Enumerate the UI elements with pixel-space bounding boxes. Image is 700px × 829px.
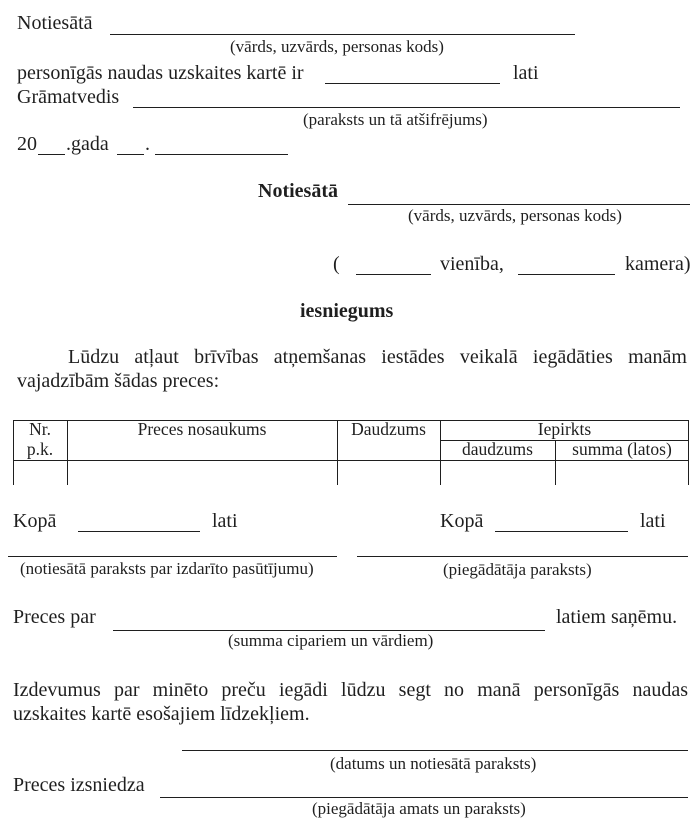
applicant-caption: (vārds, uzvārds, personas kods) bbox=[408, 206, 622, 225]
date-month-blank bbox=[155, 154, 288, 155]
total-unit-right: lati bbox=[640, 510, 666, 532]
balance-unit: lati bbox=[513, 62, 539, 84]
applicant-label: Notiesātā bbox=[258, 180, 338, 202]
convict-signature-line bbox=[8, 556, 337, 557]
date-year-prefix: 20 bbox=[17, 133, 37, 155]
expense-paragraph-line-2: uzskaites kartē esošajiem līdzekļiem. bbox=[13, 703, 310, 725]
convict-caption: (vārds, uzvārds, personas kods) bbox=[230, 37, 444, 56]
date-signature-caption: (datums un notiesātā paraksts) bbox=[330, 754, 537, 773]
unit-number-blank bbox=[356, 274, 431, 275]
issued-signature-blank bbox=[160, 797, 688, 798]
total-amount-left-blank bbox=[78, 531, 200, 532]
date-day-blank bbox=[117, 154, 144, 155]
convict-signature-caption: (notiesātā paraksts par izdarīto pasūtījumu) bbox=[20, 559, 314, 578]
convict-name-blank bbox=[110, 34, 575, 35]
convict-label: Notiesātā bbox=[17, 12, 93, 34]
accountant-signature-blank bbox=[133, 107, 680, 108]
balance-amount-blank bbox=[325, 83, 500, 84]
location-open-paren: ( bbox=[333, 253, 340, 275]
date-year-suffix: .gada bbox=[66, 133, 109, 155]
col-header-nr: Nr. bbox=[29, 419, 51, 439]
total-label-right: Kopā bbox=[440, 510, 484, 532]
balance-label: personīgās naudas uzskaites kartē ir bbox=[17, 62, 304, 84]
total-unit-left: lati bbox=[212, 510, 238, 532]
request-paragraph-line-2: vajadzībām šādas preces: bbox=[17, 370, 220, 392]
date-day-suffix: . bbox=[145, 133, 150, 155]
supplier-signature-caption: (piegādātāja paraksts) bbox=[443, 560, 592, 579]
col-header-nr-sub: p.k. bbox=[26, 439, 54, 459]
table-row bbox=[13, 461, 689, 485]
col-header-purchased-quantity: daudzums bbox=[462, 439, 533, 459]
unit-label: vienība, bbox=[440, 253, 504, 275]
applicant-name-blank bbox=[348, 204, 690, 205]
accountant-label: Grāmatvedis bbox=[17, 86, 120, 108]
request-paragraph-line-1: Lūdzu atļaut brīvības atņemšanas iestādes veikalā iegādāties manām bbox=[68, 346, 687, 368]
document-title: iesniegums bbox=[300, 300, 394, 322]
date-year-blank bbox=[38, 154, 65, 155]
cell-label: kamera) bbox=[625, 253, 691, 275]
expense-paragraph-line-1: Izdevumus par minēto preču iegādi lūdzu segt no manā personīgās naudas bbox=[13, 679, 688, 701]
total-label-left: Kopā bbox=[13, 510, 57, 532]
issued-label: Preces izsniedza bbox=[13, 774, 145, 796]
cell-number-blank bbox=[518, 274, 615, 275]
total-amount-right-blank bbox=[495, 531, 628, 532]
date-signature-line bbox=[182, 750, 688, 751]
receipt-caption: (summa cipariem un vārdiem) bbox=[228, 631, 434, 650]
col-header-purchased-sum: summa (latos) bbox=[572, 439, 672, 459]
issued-caption: (piegādātāja amats un paraksts) bbox=[312, 799, 526, 818]
col-header-name: Preces nosaukums bbox=[137, 419, 267, 439]
col-header-quantity: Daudzums bbox=[351, 419, 426, 439]
supplier-signature-line bbox=[357, 556, 688, 557]
col-header-purchased: Iepirkts bbox=[537, 419, 592, 439]
receipt-label: Preces par bbox=[13, 606, 96, 628]
receipt-suffix: latiem saņēmu. bbox=[556, 606, 678, 628]
accountant-caption: (paraksts un tā atšifrējums) bbox=[303, 110, 488, 129]
goods-table bbox=[13, 420, 689, 485]
